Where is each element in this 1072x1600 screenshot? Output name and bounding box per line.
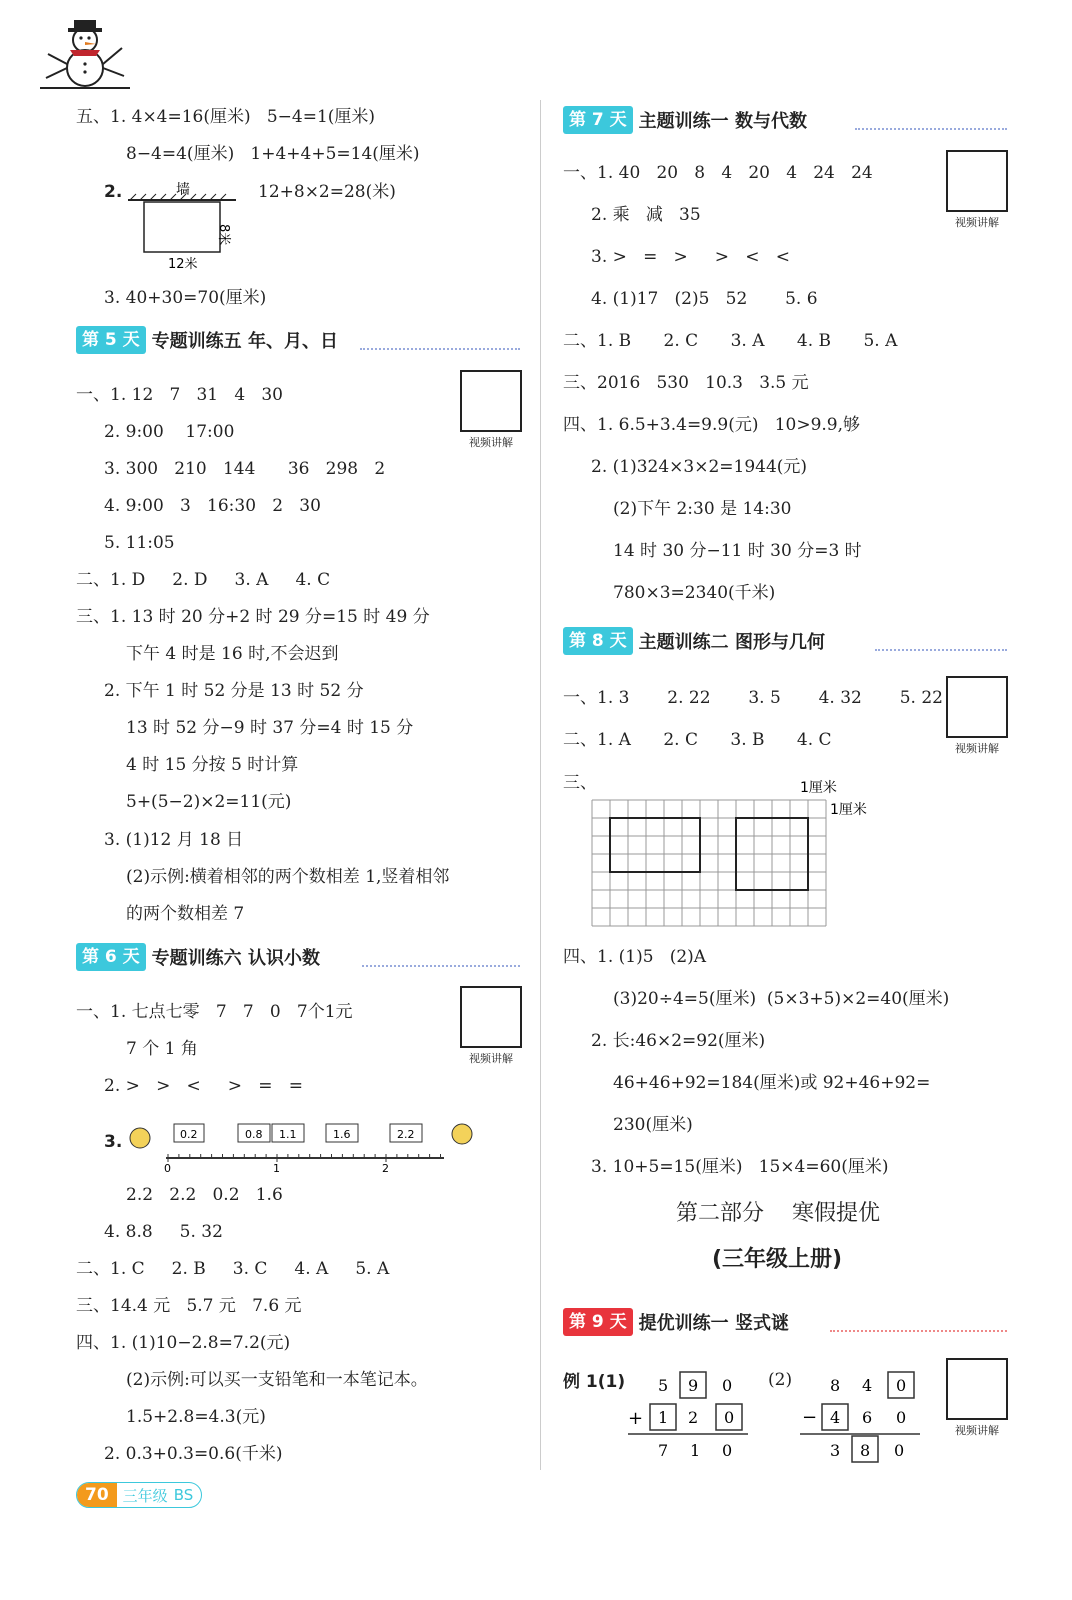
grid-label-2: 1厘米 [830,802,867,818]
edition-label: BS [173,1486,194,1504]
grid-label-1: 1厘米 [800,780,837,796]
day5-line: 3. (1)12 月 18 日 [104,830,244,850]
nl-tick-2: 2 [382,1162,389,1175]
qr-code-icon [460,986,522,1048]
day5-line: 的两个数相差 7 [126,904,245,924]
day6-qr-caption: 视频讲解 [469,1052,513,1065]
day6-line: 4. 8.8 5. 32 [104,1222,223,1242]
day8-line: 二、1. A 2. C 3. B 4. C [563,730,832,750]
day8-line: 3. 10+5=15(厘米) 15×4=60(厘米) [591,1157,889,1177]
fig-width-label: 12米 [168,257,198,270]
day6-rule [362,965,520,967]
qr-code-icon [460,370,522,432]
vertical-addition [624,1368,754,1464]
add-r2: 1 [690,1441,701,1460]
part2-subtitle: (三年级上册) [712,1247,843,1272]
day9-tag: 第 9 天 [563,1308,633,1336]
day6-line: 2.2 2.2 0.2 1.6 [126,1185,283,1205]
day8-line: (3)20÷4=5(厘米) (5×3+5)×2=40(厘米) [613,989,950,1009]
day7-line: 14 时 30 分−11 时 30 分=3 时 [613,541,862,561]
day6-line: 2. > > < > = = [104,1076,303,1096]
day6-qr[interactable] [460,986,522,1066]
day7-line: 二、1. B 2. C 3. A 4. B 5. A [563,331,898,351]
grade-label: 三年级 [122,1486,168,1505]
day6-line: 1.5+2.8=4.3(元) [126,1407,266,1427]
add-d5: 2 [688,1408,699,1427]
wu-line-3-eq: 12+8×2=28(米) [258,182,396,202]
day8-qr-caption: 视频讲解 [955,742,999,755]
add-d4: 1 [658,1408,669,1427]
day6-line: 7 个 1 角 [126,1039,198,1059]
day6-line: 三、14.4 元 5.7 元 7.6 元 [76,1296,302,1316]
day9-header [563,1306,789,1338]
sub-d5: 6 [862,1408,873,1427]
sub-d2: 4 [862,1376,873,1395]
day9-rule [830,1330,1007,1332]
day5-header [76,324,338,356]
qr-code-icon [946,150,1008,212]
day7-qr[interactable] [946,150,1008,230]
day7-tag: 第 7 天 [563,106,633,134]
day7-line: 三、2016 530 10.3 3.5 元 [563,373,809,393]
day8-line: 230(厘米) [613,1115,693,1135]
day5-line: 二、1. D 2. D 3. A 4. C [76,570,331,590]
snowman-icon [40,18,130,90]
fig-wall-label: 墙 [176,182,190,198]
qr-code-icon [946,1358,1008,1420]
day5-line: 5+(5−2)×2=11(元) [126,792,292,812]
day5-line: 4. 9:00 3 16:30 2 30 [104,496,321,516]
day8-line: 一、1. 3 2. 22 3. 5 4. 32 5. 22 [563,688,943,708]
number-line-figure [126,1112,478,1176]
day5-line: 下午 4 时是 16 时,不会迟到 [126,644,339,664]
add-op: + [628,1408,644,1429]
fig-height-label: 8米 [216,224,231,246]
nl-label-5: 2.2 [397,1128,415,1141]
wu-line-1: 五、1. 4×4=16(厘米) 5−4=1(厘米) [76,107,376,127]
wall-rectangle-figure [126,178,246,270]
day5-line: (2)示例:横着相邻的两个数相差 1,竖着相邻 [126,867,450,887]
sub-d3: 0 [896,1376,907,1395]
day9-example-label: 例 1(1) [563,1372,626,1392]
day8-rule [875,649,1007,651]
day5-qr[interactable] [460,370,522,450]
sub-d6: 0 [896,1408,907,1427]
column-divider [540,100,541,1470]
day5-line: 5. 11:05 [104,533,175,553]
day7-qr-caption: 视频讲解 [955,216,999,229]
day5-line: 2. 下午 1 时 52 分是 13 时 52 分 [104,681,364,701]
nl-label-1: 0.2 [180,1128,198,1141]
sub-d1: 8 [830,1376,841,1395]
day5-line: 2. 9:00 17:00 [104,422,235,442]
sub-r2: 8 [860,1441,871,1460]
vertical-subtraction [796,1368,926,1464]
day8-qr[interactable] [946,676,1008,756]
day5-qr-caption: 视频讲解 [469,436,513,449]
add-r1: 7 [658,1441,669,1460]
day5-tag: 第 5 天 [76,326,146,354]
day8-line: 46+46+92=184(厘米)或 92+46+92= [613,1073,931,1093]
day8-line: 三、 [563,773,597,793]
add-r3: 0 [722,1441,733,1460]
sub-d4: 4 [830,1408,841,1427]
page-number: 70 [77,1482,117,1508]
day5-line: 一、1. 12 7 31 4 30 [76,385,283,405]
nl-label-4: 1.6 [333,1128,351,1141]
day9-qr[interactable] [946,1358,1008,1438]
day6-line: (2)示例:可以买一支铅笔和一本笔记本。 [126,1370,428,1390]
day7-line: 2. 乘 减 35 [591,205,701,225]
wu-line-3-num: 2. [104,182,123,202]
nl-tick-1: 1 [273,1162,280,1175]
page-footer [76,1482,202,1508]
day7-rule [855,128,1007,130]
day7-line: 一、1. 40 20 8 4 20 4 24 24 [563,163,873,183]
day5-rule [360,348,520,350]
day9-qr-caption: 视频讲解 [955,1424,999,1437]
day7-line: 780×3=2340(千米) [613,583,776,603]
sub-r1: 3 [830,1441,841,1460]
add-d1: 5 [658,1376,669,1395]
nl-label-3: 1.1 [279,1128,297,1141]
day7-line: 四、1. 6.5+3.4=9.9(元) 10>9.9,够 [563,415,861,435]
add-d2: 9 [688,1376,699,1395]
day5-line: 13 时 52 分−9 时 37 分=4 时 15 分 [126,718,414,738]
day6-line: 二、1. C 2. B 3. C 4. A 5. A [76,1259,390,1279]
day8-header [563,625,825,657]
day8-line: 2. 长:46×2=92(厘米) [591,1031,766,1051]
day7-line: 3. > = > > < < [591,247,790,267]
part2-title: 第二部分 寒假提优 [676,1201,880,1226]
nl-label-2: 0.8 [245,1128,263,1141]
day9-title: 提优训练一 竖式谜 [638,1313,789,1334]
sub-r3: 0 [894,1441,905,1460]
day5-line: 三、1. 13 时 20 分+2 时 29 分=15 时 49 分 [76,607,430,627]
day5-line: 4 时 15 分按 5 时计算 [126,755,299,775]
day6-line: 一、1. 七点七零 7 7 0 7个1元 [76,1002,353,1022]
wu-line-4: 3. 40+30=70(厘米) [104,288,267,308]
day7-title: 主题训练一 数与代数 [638,111,807,132]
nl-tick-0: 0 [164,1162,171,1175]
day8-line: 四、1. (1)5 (2)A [563,947,707,967]
day6-line: 2. 0.3+0.3=0.6(千米) [104,1444,283,1464]
day6-line: 3. [104,1132,123,1152]
day9-example-2-label: (2) [768,1370,793,1390]
day5-line: 3. 300 210 144 36 298 2 [104,459,386,479]
day7-line: (2)下午 2:30 是 14:30 [613,499,792,519]
day6-title: 专题训练六 认识小数 [151,948,320,969]
sub-op: − [802,1407,818,1428]
day6-tag: 第 6 天 [76,943,146,971]
day7-header [563,104,807,136]
qr-code-icon [946,676,1008,738]
day7-line: 4. (1)17 (2)5 52 5. 6 [591,289,818,309]
day6-line: 四、1. (1)10−2.8=7.2(元) [76,1333,291,1353]
day5-title: 专题训练五 年、月、日 [151,331,338,352]
day7-line: 2. (1)324×3×2=1944(元) [591,457,808,477]
add-d3: 0 [722,1376,733,1395]
day6-header [76,941,320,973]
day8-tag: 第 8 天 [563,627,633,655]
add-d6: 0 [724,1408,735,1427]
wu-line-2: 8−4=4(厘米) 1+4+4+5=14(厘米) [126,144,420,164]
grid-figure [590,776,880,928]
day8-title: 主题训练二 图形与几何 [638,632,825,653]
